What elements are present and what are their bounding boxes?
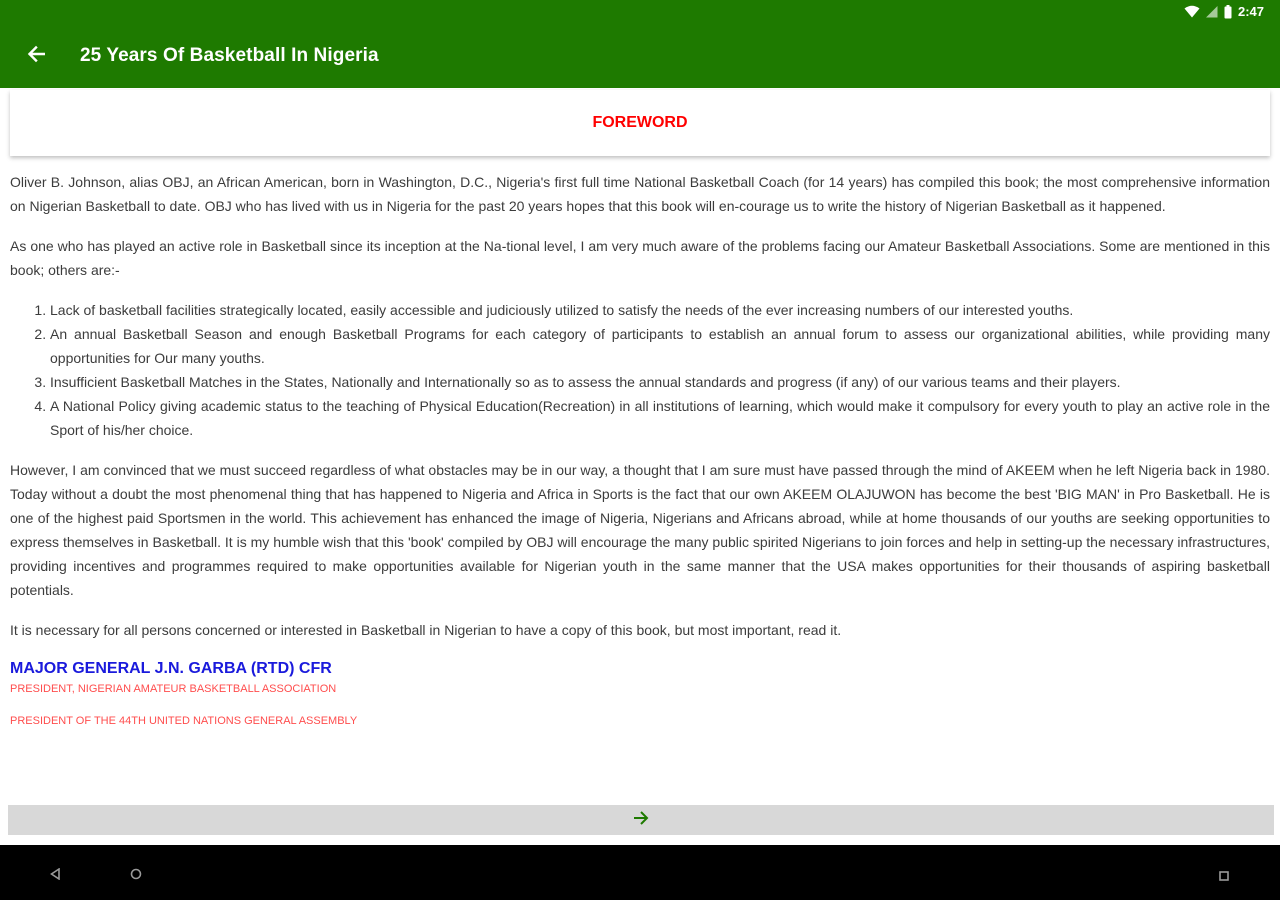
signer-role: PRESIDENT OF THE 44TH UNITED NATIONS GENERAL ASSEMBLY (10, 715, 358, 727)
list-item: 1. Lack of basketball facilities strategically located, easily accessible and judiciously utilized to satisfy the needs of the ever increasing numbers of our interested youths. (50, 298, 1270, 322)
status-icons (1184, 4, 1264, 19)
arrow-back-icon (27, 45, 45, 68)
list-item: 2. An annual Basketball Season and enough Basketball Programs for each category of participants to establish an annual forum to assess our organizational abilities, while providing many opportunities for Our many youths. (50, 322, 1270, 370)
battery-icon (1224, 5, 1232, 19)
next-page-button[interactable] (8, 805, 1274, 835)
app-bar (0, 24, 1280, 88)
section-heading: FOREWORD (592, 114, 688, 131)
arrow-forward-icon (633, 810, 649, 831)
paragraph: It is necessary for all persons concerned or interested in Basketball in Nigerian to have a copy of this book, but most important, read it. (10, 622, 842, 638)
signer-name: MAJOR GENERAL J.N. GARBA (RTD) CFR (10, 660, 332, 677)
back-button[interactable] (0, 24, 72, 88)
article-content (10, 170, 1270, 728)
status-bar (0, 0, 1280, 24)
system-nav-bar (0, 845, 1280, 900)
list-item: 4. A National Policy giving academic status to the teaching of Physical Education(Recreation) in all institutions of learning, which would make it compulsory for every youth to play an active role in the Sport of his/her choice. (50, 394, 1270, 442)
nav-home-icon[interactable] (130, 867, 142, 885)
nav-recents-icon[interactable] (1219, 868, 1229, 886)
paragraph: However, I am convinced that we must succeed regardless of what obstacles may be in our way, a thought that I am sure must have passed through the mind of AKEEM when he left Nigeria back in 1980. Today without a doubt the most phenomenal thing that has happened to Nigeria and Africa in Sports is the fact that our own AKEEM OLAJUWON has become the best 'BIG MAN' in Pro Basketball. He is one of the highest paid Sportsmen in the world. This achievement has enhanced the image of Nigeria, Nigerians and Africans abroad, while at home thousands of our youths are seeking opportunities to express themselves in Basketball. It is my humble wish that this 'book' compiled by OBJ will encourage the many public spirited Nigerians to join forces and help in setting-up the necessary infrastructures, providing incentives and programmes required to make opportunities available for Nigerian youth in the same manner that the USA makes opportunities for their thousands of aspiring basketball potentials. (10, 462, 1270, 598)
status-time: 2:47 (1237, 4, 1264, 19)
signer-role: PRESIDENT, NIGERIAN AMATEUR BASKETBALL ASSOCIATION (10, 683, 337, 695)
paragraph: As one who has played an active role in Basketball since its inception at the Na-tional level, I am very much aware of the problems facing our Amateur Basketball Associations. Some are mentioned in this book; others are:- (10, 238, 1270, 278)
heading-card (10, 90, 1270, 156)
problems-list (50, 298, 1270, 442)
paragraph: Oliver B. Johnson, alias OBJ, an African American, born in Washington, D.C., Nigeria's first full time National Basketball Coach (for 14 years) has compiled this book; the most comprehensive information on Nigerian Basketball to date. OBJ who has lived with us in Nigeria for the past 20 years hopes that this book will en-courage us to write the history of Nigerian Basketball as it happened. (10, 174, 1270, 214)
signal-icon (1206, 5, 1218, 18)
wifi-icon (1184, 5, 1200, 18)
list-item: 3. Insufficient Basketball Matches in the States, Nationally and Internationally so as to assess the annual standards and progress (if any) of our various teams and their players. (50, 370, 1270, 394)
nav-back-icon[interactable] (50, 867, 60, 885)
app-title: 25 Years Of Basketball In Nigeria (80, 45, 379, 66)
